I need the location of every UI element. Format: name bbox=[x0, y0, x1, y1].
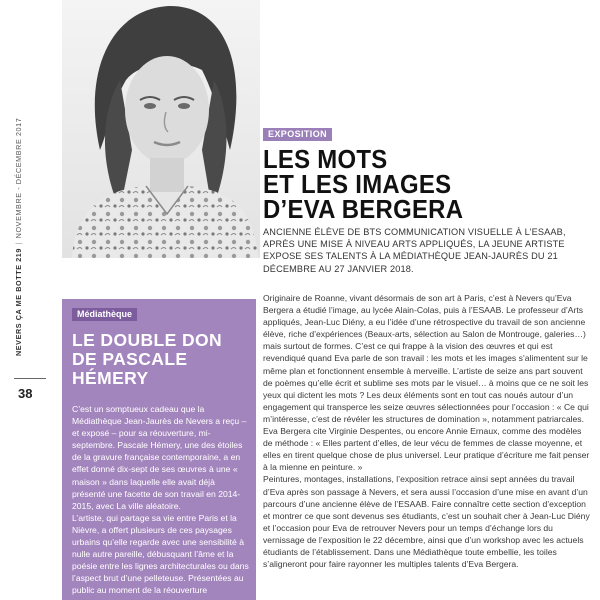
article-paragraph: Originaire de Roanne, vivant désormais de son art à Paris, c’est à Nevers qu’Eva Bergera a étudié l’image, au lycée Alain-Colas, puis à l’ESAAB. Le professeur d’Arts appliqués, Jean-Luc Diény, a eu l’idée d’une rétrospective du travail de son ancienne élève, riche d’expériences (Beaux-arts, sélection au Salon de Montrouge, galeries…) mais surtout de formes. C’est ce qui frappe à la vision des œuvres et qui est revendiqué quand Eva parle de son travail : les mots et les images s’alimentent sur le même plan et fonctionnent ensemble à merveille. L’artiste de seize ans part souvent de poèmes qu’elle écrit et sublime ses mots par le visuel… à moins que ce ne soit les yeux qui dictent les mots ? Les deux éléments sont en tout cas noués autour d’un engagement qui transperce les seize œuvres sélectionnées pour l’occasion : « Ce qui m’intéresse, c’est de révéler les structures de domination », notamment patriarcales. Eva Bergera cite Virginie Despentes, ou encore Annie Ernaux, comme des modèles de méthode : « Elles partent d’elles, de leur vécu de femmes de classe moyenne, et elles en tirent quelque chose de plus universel. Leur pratique d’écriture me fait penser à la mienne en peinture. » bbox=[263, 293, 590, 473]
sidebar-paragraph: L’artiste, qui partage sa vie entre Paris et la Nièvre, a offert plusieurs de ces paysages urbains qu’elle regarde avec une sensibilité à nulle autre pareille, débusquant l’âme et la poésie entre les lignes architecturales ou dans l’aspect brut d’une pelleteuse. Présentées au public au moment de la réouverture bbox=[72, 512, 249, 596]
title-line: ET LES IMAGES bbox=[263, 169, 452, 199]
article-body bbox=[263, 292, 593, 600]
sidebar-box bbox=[62, 299, 256, 600]
title-line: D’EVA BERGERA bbox=[263, 194, 464, 224]
sidebar-title: LE DOUBLE DON DE PASCALE HÉMERY bbox=[72, 330, 223, 388]
article-title bbox=[263, 144, 593, 224]
sidebar-body bbox=[72, 403, 250, 597]
article-lead: ANCIENNE ÉLÈVE DE BTS COMMUNICATION VISUELLE À L’ESAAB, APRÈS UNE MISE À NIVEAU ARTS APPLIQUÉS, LA JEUNE ARTISTE EXPOSE SES TALENTS À LA MÉDIATHÈQUE JEAN-JAURÈS DU 21 DÉCEMBRE AU 27 JANVIER 2018. bbox=[263, 227, 566, 274]
issue-date: NOVEMBRE - DÉCEMBRE 2017 bbox=[14, 117, 23, 239]
sidebar-paragraph: C’est un somptueux cadeau que la Médiathèque Jean-Jaurès de Nevers a reçu – et exposé – pour sa réouverture, mi-septembre. Pascale Hémery, une des étoiles de la gravure française contemporaine, a en effet donné dix-sept de ses œuvres à une « maison » dans laquelle elle avait déjà présenté une facette de son travail en 2014-2015, avec La ville aléatoire. bbox=[72, 404, 247, 511]
sidebar-category-tag: Médiathèque bbox=[72, 308, 137, 321]
article-paragraph: Peintures, montages, installations, l’exposition retrace ainsi sept années du travail d’Eva après son passage à Nevers, et sera aussi l’occasion d’une mise en avant d’un parcours d’une ancienne élève de l’ESAAB. Faire connaître cette section d’exception et montrer ce que sont devenus ses étudiants, c’est un souhait cher à Jean-Luc Diény et l’occasion pour Eva de retrouver Nevers pour un temps d’échange lors du vernissage de l’exposition le 22 décembre, ainsi que d’un workshop avec les actuels étudiants de l’établissement. Dans une Médiathèque toute embellie, les toiles s’aligneront pour faire rayonner les multiples talents d’Eva Bergera. bbox=[263, 474, 590, 570]
portrait-photo bbox=[62, 0, 260, 258]
page-number: 38 bbox=[18, 386, 33, 401]
title-line: LES MOTS bbox=[263, 144, 388, 174]
magazine-name: NEVERS ÇA ME BOTTE 219 bbox=[14, 248, 23, 356]
running-head bbox=[14, 117, 28, 356]
article-category-tag: EXPOSITION bbox=[263, 128, 332, 141]
running-head-separator: | bbox=[14, 241, 23, 245]
portrait-illustration bbox=[62, 0, 260, 258]
margin-rule bbox=[14, 378, 46, 379]
